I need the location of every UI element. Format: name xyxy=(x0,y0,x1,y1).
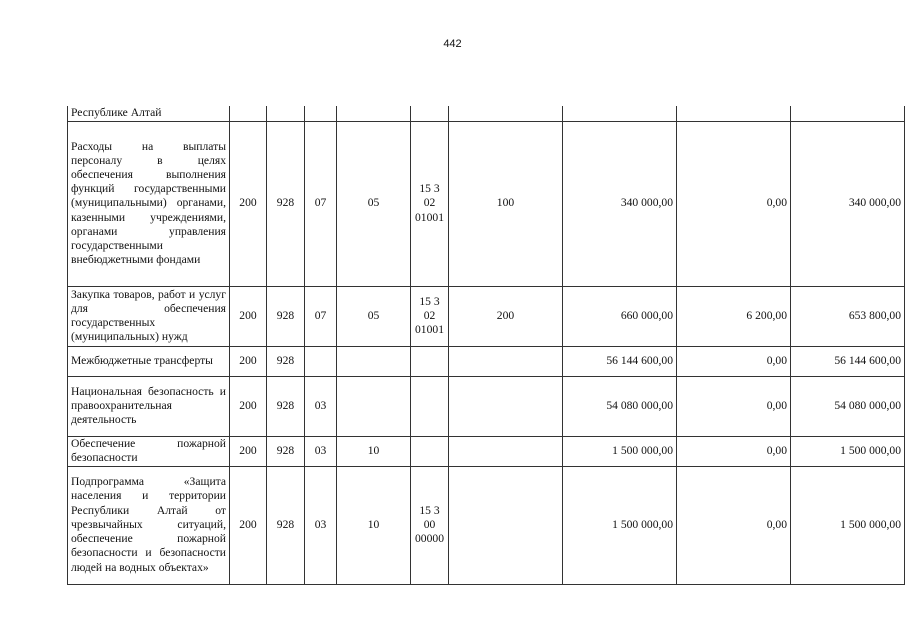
code-cell xyxy=(449,106,563,121)
code-cell: 928 xyxy=(267,436,305,466)
code-cell: 07 xyxy=(305,286,337,346)
table-row xyxy=(68,106,905,121)
amount-cell: 653 800,00 xyxy=(791,286,905,346)
amount-cell: 1 500 000,00 xyxy=(563,436,677,466)
amount-cell: 0,00 xyxy=(677,376,791,436)
amount-cell: 0,00 xyxy=(677,346,791,376)
code-cell xyxy=(267,106,305,121)
code-cell: 15 3 00 00000 xyxy=(411,466,449,584)
amount-cell: 0,00 xyxy=(677,436,791,466)
code-cell xyxy=(411,346,449,376)
code-cell: 928 xyxy=(267,121,305,286)
code-cell: 05 xyxy=(337,121,411,286)
amount-cell: 54 080 000,00 xyxy=(791,376,905,436)
item-name: Обеспечение пожарной безопасности xyxy=(68,436,230,466)
code-cell: 03 xyxy=(305,466,337,584)
code-cell: 05 xyxy=(337,286,411,346)
item-name: Расходы на выплаты персоналу в целях обеспечения выполнения функций государственными (муниципальными) органами, казенными учреждениями, органами управления государственными внебюджетными фондами xyxy=(68,121,230,286)
budget-table xyxy=(67,106,905,585)
amount-cell: 660 000,00 xyxy=(563,286,677,346)
page-number: 442 xyxy=(443,38,462,50)
code-cell: 03 xyxy=(305,376,337,436)
amount-cell: 1 500 000,00 xyxy=(563,466,677,584)
code-cell: 928 xyxy=(267,286,305,346)
code-cell xyxy=(449,346,563,376)
amount-cell xyxy=(791,106,905,121)
code-cell xyxy=(411,376,449,436)
code-cell xyxy=(449,436,563,466)
code-cell: 200 xyxy=(449,286,563,346)
code-cell xyxy=(305,106,337,121)
item-name: Межбюджетные трансферты xyxy=(68,346,230,376)
code-cell xyxy=(337,106,411,121)
table-row xyxy=(68,466,905,584)
code-cell: 200 xyxy=(230,376,267,436)
item-name: Республике Алтай xyxy=(68,106,230,121)
table-row xyxy=(68,121,905,286)
code-cell xyxy=(230,106,267,121)
code-cell: 15 3 02 01001 xyxy=(411,286,449,346)
amount-cell: 54 080 000,00 xyxy=(563,376,677,436)
amount-cell: 0,00 xyxy=(677,466,791,584)
code-cell xyxy=(411,436,449,466)
code-cell xyxy=(411,106,449,121)
amount-cell: 340 000,00 xyxy=(563,121,677,286)
amount-cell: 56 144 600,00 xyxy=(791,346,905,376)
item-name: Подпрограмма «Защита населения и территории Республики Алтай от чрезвычайных ситуаций, обеспечение пожарной безопасности и безопасности людей на водных объектах» xyxy=(68,466,230,584)
code-cell: 200 xyxy=(230,121,267,286)
code-cell xyxy=(305,346,337,376)
code-cell: 200 xyxy=(230,346,267,376)
code-cell: 15 3 02 01001 xyxy=(411,121,449,286)
table-row xyxy=(68,346,905,376)
code-cell: 100 xyxy=(449,121,563,286)
code-cell: 200 xyxy=(230,436,267,466)
code-cell: 10 xyxy=(337,466,411,584)
code-cell: 200 xyxy=(230,466,267,584)
amount-cell: 0,00 xyxy=(677,121,791,286)
code-cell xyxy=(449,466,563,584)
code-cell: 928 xyxy=(267,346,305,376)
table-row xyxy=(68,436,905,466)
code-cell: 03 xyxy=(305,436,337,466)
code-cell: 07 xyxy=(305,121,337,286)
table-row xyxy=(68,286,905,346)
item-name: Закупка товаров, работ и услуг для обеспечения государственных (муниципальных) нужд xyxy=(68,286,230,346)
code-cell: 928 xyxy=(267,466,305,584)
code-cell xyxy=(337,376,411,436)
code-cell: 10 xyxy=(337,436,411,466)
table-row xyxy=(68,376,905,436)
amount-cell: 6 200,00 xyxy=(677,286,791,346)
code-cell: 200 xyxy=(230,286,267,346)
code-cell xyxy=(337,346,411,376)
amount-cell: 1 500 000,00 xyxy=(791,436,905,466)
amount-cell: 56 144 600,00 xyxy=(563,346,677,376)
amount-cell: 340 000,00 xyxy=(791,121,905,286)
amount-cell xyxy=(677,106,791,121)
amount-cell xyxy=(563,106,677,121)
code-cell: 928 xyxy=(267,376,305,436)
code-cell xyxy=(449,376,563,436)
item-name: Национальная безопасность и правоохранительная деятельность xyxy=(68,376,230,436)
amount-cell: 1 500 000,00 xyxy=(791,466,905,584)
